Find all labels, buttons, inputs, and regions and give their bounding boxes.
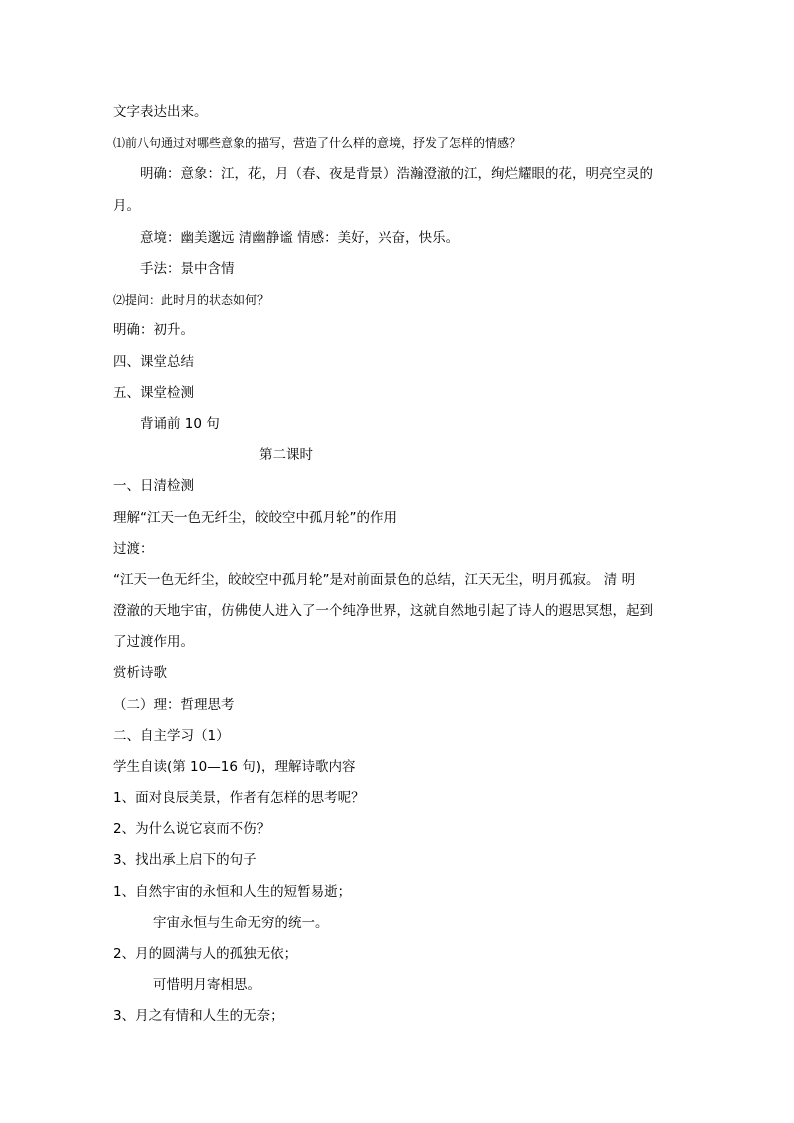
question-1: ⑴前八句通过对哪些意象的描写，营造了什么样的意境，抒发了怎样的情感？ [113,136,522,150]
answer-item: 2、月的圆满与人的孤独无依； [113,946,298,962]
text-line: 文字表达出来。 [113,104,208,120]
lesson-title: 第二课时 [259,447,313,463]
section-heading: （二）理：哲理思考 [113,697,235,713]
question-item: 2、为什么说它哀而不伤？ [113,821,271,837]
transition-paragraph-line: 澄澈的天地宇宙，仿佛使人进入了一个纯净世界，这就自然地引起了诗人的遐思冥想，起到 [113,603,653,619]
answer-item: 1、自然宇宙的永恒和人生的短暂易逝； [113,884,352,900]
question-item: 3、找出承上启下的句子 [113,852,257,868]
question-item: 1、面对良辰美景，作者有怎样的思考呢？ [113,790,365,806]
answer-2: 明确：初升。 [113,322,194,338]
section-heading: 五、课堂检测 [113,385,194,401]
answer-detail: 可惜明月寄相思。 [153,977,261,993]
mood-emotion: 意境：幽美邈远 清幽静谧 情感：美好，兴奋，快乐。 [140,230,460,246]
section-heading: 四、课堂总结 [113,354,194,370]
answer-detail: 宇宙永恒与生命无穷的统一。 [153,915,329,931]
technique: 手法：景中含情 [140,261,235,277]
text-line: 月。 [113,198,140,214]
text-line: 背诵前 10 句 [140,416,220,432]
section-heading: 一、日清检测 [113,478,194,494]
question-2: ⑵提问：此时月的状态如何？ [113,293,270,307]
text-line: 过渡： [113,541,154,557]
section-heading: 二、自主学习（1） [113,728,230,744]
transition-paragraph-line: “江天一色无纤尘，皎皎空中孤月轮”是对前面景色的总结，江天无尘，明月孤寂。 清 明 [113,572,636,588]
answer-item: 3、月之有情和人生的无奈； [113,1008,284,1024]
text-line: 理解“江天一色无纤尘，皎皎空中孤月轮”的作用 [113,510,397,526]
text-line: 赏析诗歌 [113,665,167,681]
text-line: 学生自读(第 10—16 句)，理解诗歌内容 [113,759,356,775]
answer-imagery: 明确：意象：江，花，月（春、夜是背景）浩瀚澄澈的江，绚烂耀眼的花，明亮空灵的 [140,166,653,182]
transition-paragraph-line: 了过渡作用。 [113,634,194,650]
